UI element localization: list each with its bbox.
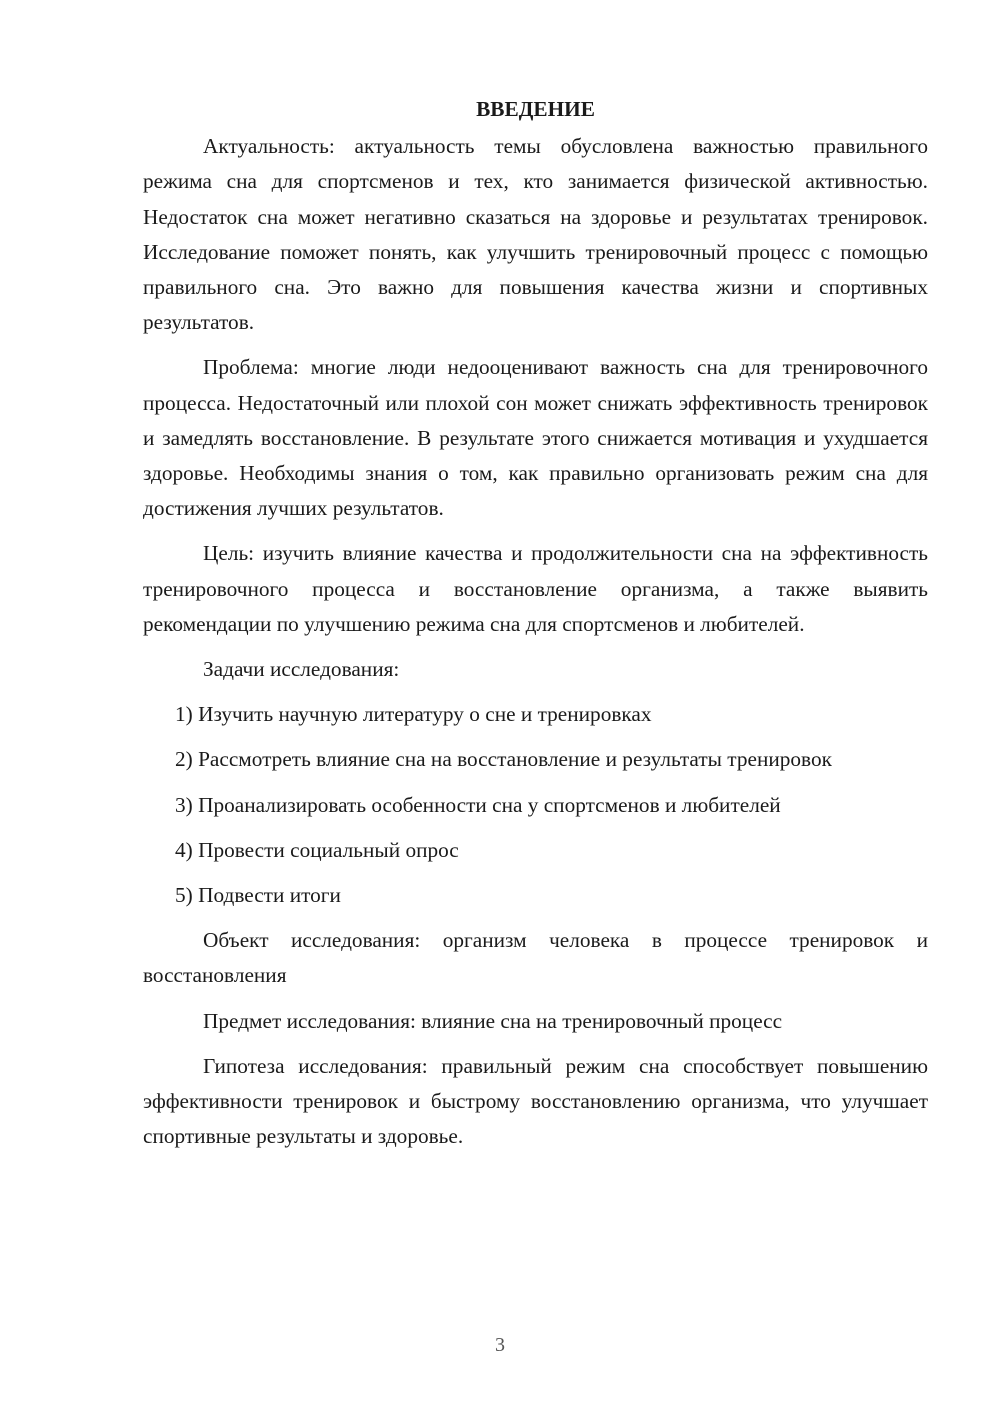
tasks-heading: Задачи исследования: xyxy=(203,657,400,682)
task-item-4: 4) Провести социальный опрос xyxy=(175,837,459,862)
document-body xyxy=(143,92,928,1164)
page-number: 3 xyxy=(495,1334,505,1356)
task-item-3: 3) Проанализировать особенности сна у спортсменов и любителей xyxy=(175,792,781,817)
object-paragraph: Объект исследования: организм человека в процессе тренировок и восстановления xyxy=(143,928,928,988)
task-item-1: 1) Изучить научную литературу о сне и тренировках xyxy=(175,702,652,727)
goal-paragraph: Цель: изучить влияние качества и продолжительности сна на эффективность тренировочного процесса и восстановление организма, а также выявить рекомендации по улучшению режима сна для спортсменов и любителей. xyxy=(143,541,928,636)
problem-paragraph: Проблема: многие люди недооценивают важность сна для тренировочного процесса. Недостаточный или плохой сон может снижать эффективность тренировок и замедлять восстановление. В результате этого снижается мотивация и ухудшается здоровье. Необходимы знания о том, как правильно организовать режим сна для достижения лучших результатов. xyxy=(143,355,928,521)
task-item-5: 5) Подвести итоги xyxy=(175,883,341,908)
relevance-paragraph: Актуальность: актуальность темы обусловлена важностью правильного режима сна для спортсменов и тех, кто занимается физической активностью. Недостаток сна может негативно сказаться на здоровье и результатах тренировок. Исследование поможет понять, как улучшить тренировочный процесс с помощью правильного сна. Это важно для повышения качества жизни и спортивных результатов. xyxy=(143,134,928,335)
section-title: ВВЕДЕНИЕ xyxy=(476,97,595,121)
task-item-2: 2) Рассмотреть влияние сна на восстановление и результаты тренировок xyxy=(175,747,832,772)
hypothesis-paragraph: Гипотеза исследования: правильный режим сна способствует повышению эффективности тренировок и быстрому восстановлению организма, что улучшает спортивные результаты и здоровье. xyxy=(143,1053,928,1149)
subject-paragraph: Предмет исследования: влияние сна на тренировочный процесс xyxy=(203,1008,783,1033)
